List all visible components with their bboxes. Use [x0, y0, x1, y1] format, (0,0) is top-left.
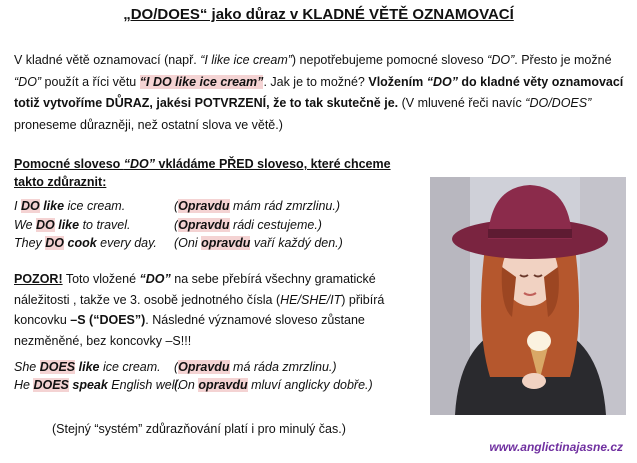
page-title: „DO/DOES“ jako důraz v KLADNÉ VĚTĚ OZNAMOVACÍ [123, 6, 514, 23]
warning-paragraph: POZOR! Toto vložené “DO” na sebe přebírá všechny gramatické náležitosti , takže ve 3. osobě jednotného čísla (HE/SHE/IT) přibírá koncovku –S (“DOES”). Následné významové sloveso zůstane nezměněné, bez koncovky –S!!! [14, 272, 385, 348]
highlight-example: “I DO like ice cream” [139, 74, 264, 89]
woman-with-ice-cream-photo [430, 177, 626, 415]
website-link[interactable]: www.anglictinajasne.cz [489, 440, 623, 454]
intro-paragraph: V kladné větě oznamovací (např. “I like ice cream”) nepotřebujeme pomocné sloveso “DO”. Přesto je možné “DO” použít a říci větu “I DO like ice cream”. Jak je to možné? Vložením “DO” do kladné věty oznamovací totiž vytvoříme DŮRAZ, jakési POTVRZENÍ, že to tak skutečně je. (V mluvené řeči navíc “DO/DOES” proneseme důrazněji, než ostatní slova ve větě.) [14, 53, 624, 132]
section-heading: Pomocné sloveso “DO” vkládáme PŘED sloveso, které chceme takto zdůraznit: [14, 157, 391, 189]
footnote: (Stejný “systém” zdůrazňování platí i pro minulý čas.) [52, 422, 346, 436]
